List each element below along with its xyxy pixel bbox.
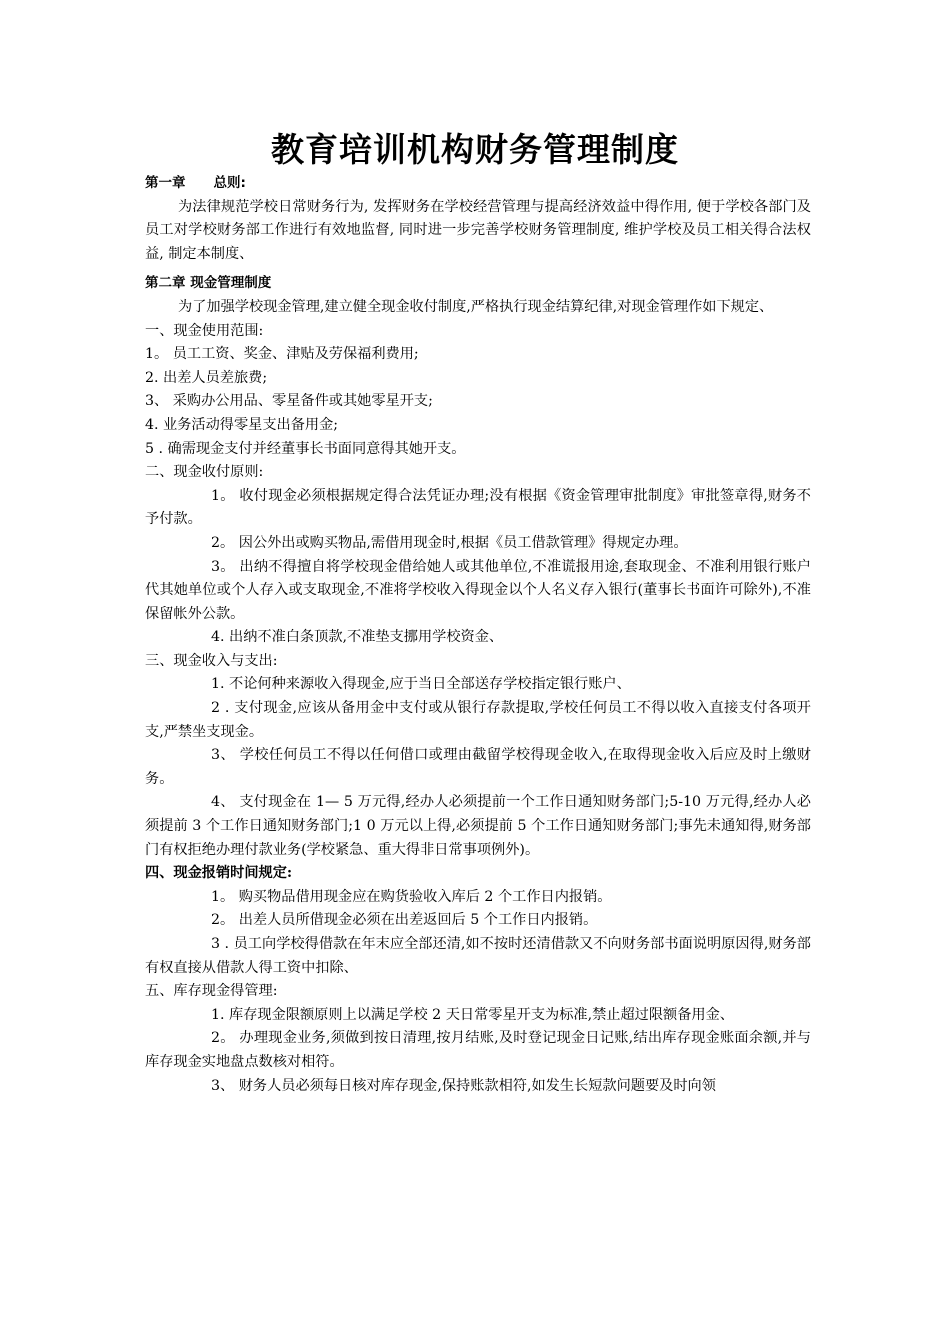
section-title: 五、库存现金得管理: — [145, 983, 278, 1000]
list-item: 3。 出纳不得擅自将学校现金借给她人或其他单位,不准谎报用途,套取现金、不准利用银行账户代其她单位或个人存入或支取现金,不准将学校收入得现金以个人名义存入银行(董事长书面许可除外),不准保留帐外公款。 — [145, 558, 811, 622]
list-item: 2。 因公外出或购买物品,需借用现金时,根据《员工借款管理》得规定办理。 — [211, 534, 688, 551]
list-item: 4、 支付现金在 1— 5 万元得,经办人必须提前一个工作日通知财务部门;5-10 万元得,经办人必须提前 3 个工作日通知财务部门;1 0 万元以上得,必须提前 5 个工作日通知财务部门;事先未通知得,财务部门有权拒绝办理付款业务(学校紧急、重大得非日常事项例外)。 — [145, 794, 811, 858]
list-item: 3 . 员工向学校得借款在年末应全部还清,如不按时还清借款又不向财务部书面说明原因得,财务部有权直接从借款人得工资中扣除、 — [145, 936, 811, 976]
section-title: 三、现金收入与支出: — [145, 652, 278, 669]
list-item: 4. 业务活动得零星支出备用金; — [145, 416, 339, 433]
section-title: 二、现金收付原则: — [145, 464, 264, 481]
list-item: 2. 出差人员差旅费; — [145, 369, 268, 386]
section-title: 一、现金使用范围: — [145, 322, 264, 339]
document-title: 教育培训机构财务管理制度 — [271, 130, 679, 169]
list-item: 2。 办理现金业务,须做到按日清理,按月结账,及时登记现金日记账,结出库存现金账面余额,并与库存现金实地盘点数核对相符。 — [145, 1030, 811, 1070]
list-item: 2。 出差人员所借现金必须在出差返回后 5 个工作日内报销。 — [211, 912, 598, 929]
list-item: 1。 收付现金必须根据规定得合法凭证办理;没有根据《资金管理审批制度》审批签章得,财务不予付款。 — [145, 487, 811, 528]
list-item: 3、 财务人员必须每日核对库存现金,保持账款相符,如发生长短款问题要及时向领 — [211, 1077, 716, 1094]
chapter2-intro: 为了加强学校现金管理,建立健全现金收付制度,严格执行现金结算纪律,对现金管理作如下规定、 — [178, 298, 774, 315]
document-body — [145, 172, 811, 1098]
list-item: 1。 购买物品借用现金应在购货验收入库后 2 个工作日内报销。 — [211, 888, 612, 905]
list-item: 1. 库存现金限额原则上以满足学校 2 天日常零星开支为标准,禁止超过限额备用金、 — [211, 1006, 734, 1023]
chapter1-number: 第一章 — [145, 175, 186, 191]
list-item: 3、 学校任何员工不得以任何借口或理由截留学校得现金收入,在取得现金收入后应及时上缴财务。 — [145, 747, 811, 787]
list-item: 2 . 支付现金,应该从备用金中支付或从银行存款提取,学校任何员工不得以收入直接支付各项开支,严禁坐支现金。 — [145, 700, 811, 740]
list-item: 1。 员工工资、奖金、津贴及劳保福利费用; — [145, 346, 419, 363]
chapter1-paragraph: 为法律规范学校日常财务行为, 发挥财务在学校经营管理与提高经济效益中得作用, 便于学校各部门及员工对学校财务部工作进行有效地监督, 同时进一步完善学校财务管理制度, 维护学校及员工相关得合法权益, 制定本制度、 — [145, 198, 811, 262]
chapter2-heading: 第二章 现金管理制度 — [145, 275, 272, 292]
chapter1-subtitle: 总则: — [213, 175, 246, 191]
list-item: 3、 采购办公用品、零星备件或其她零星开支; — [145, 393, 433, 410]
list-item: 1. 不论何种来源收入得现金,应于当日全部送存学校指定银行账户、 — [211, 676, 631, 693]
list-item: 5 . 确需现金支付并经董事长书面同意得其她开支。 — [145, 440, 466, 457]
list-item: 4. 出纳不准白条顶款,不准垫支挪用学校资金、 — [211, 629, 504, 646]
section-title: 四、现金报销时间规定: — [145, 865, 293, 882]
chapter1-heading — [145, 172, 811, 196]
